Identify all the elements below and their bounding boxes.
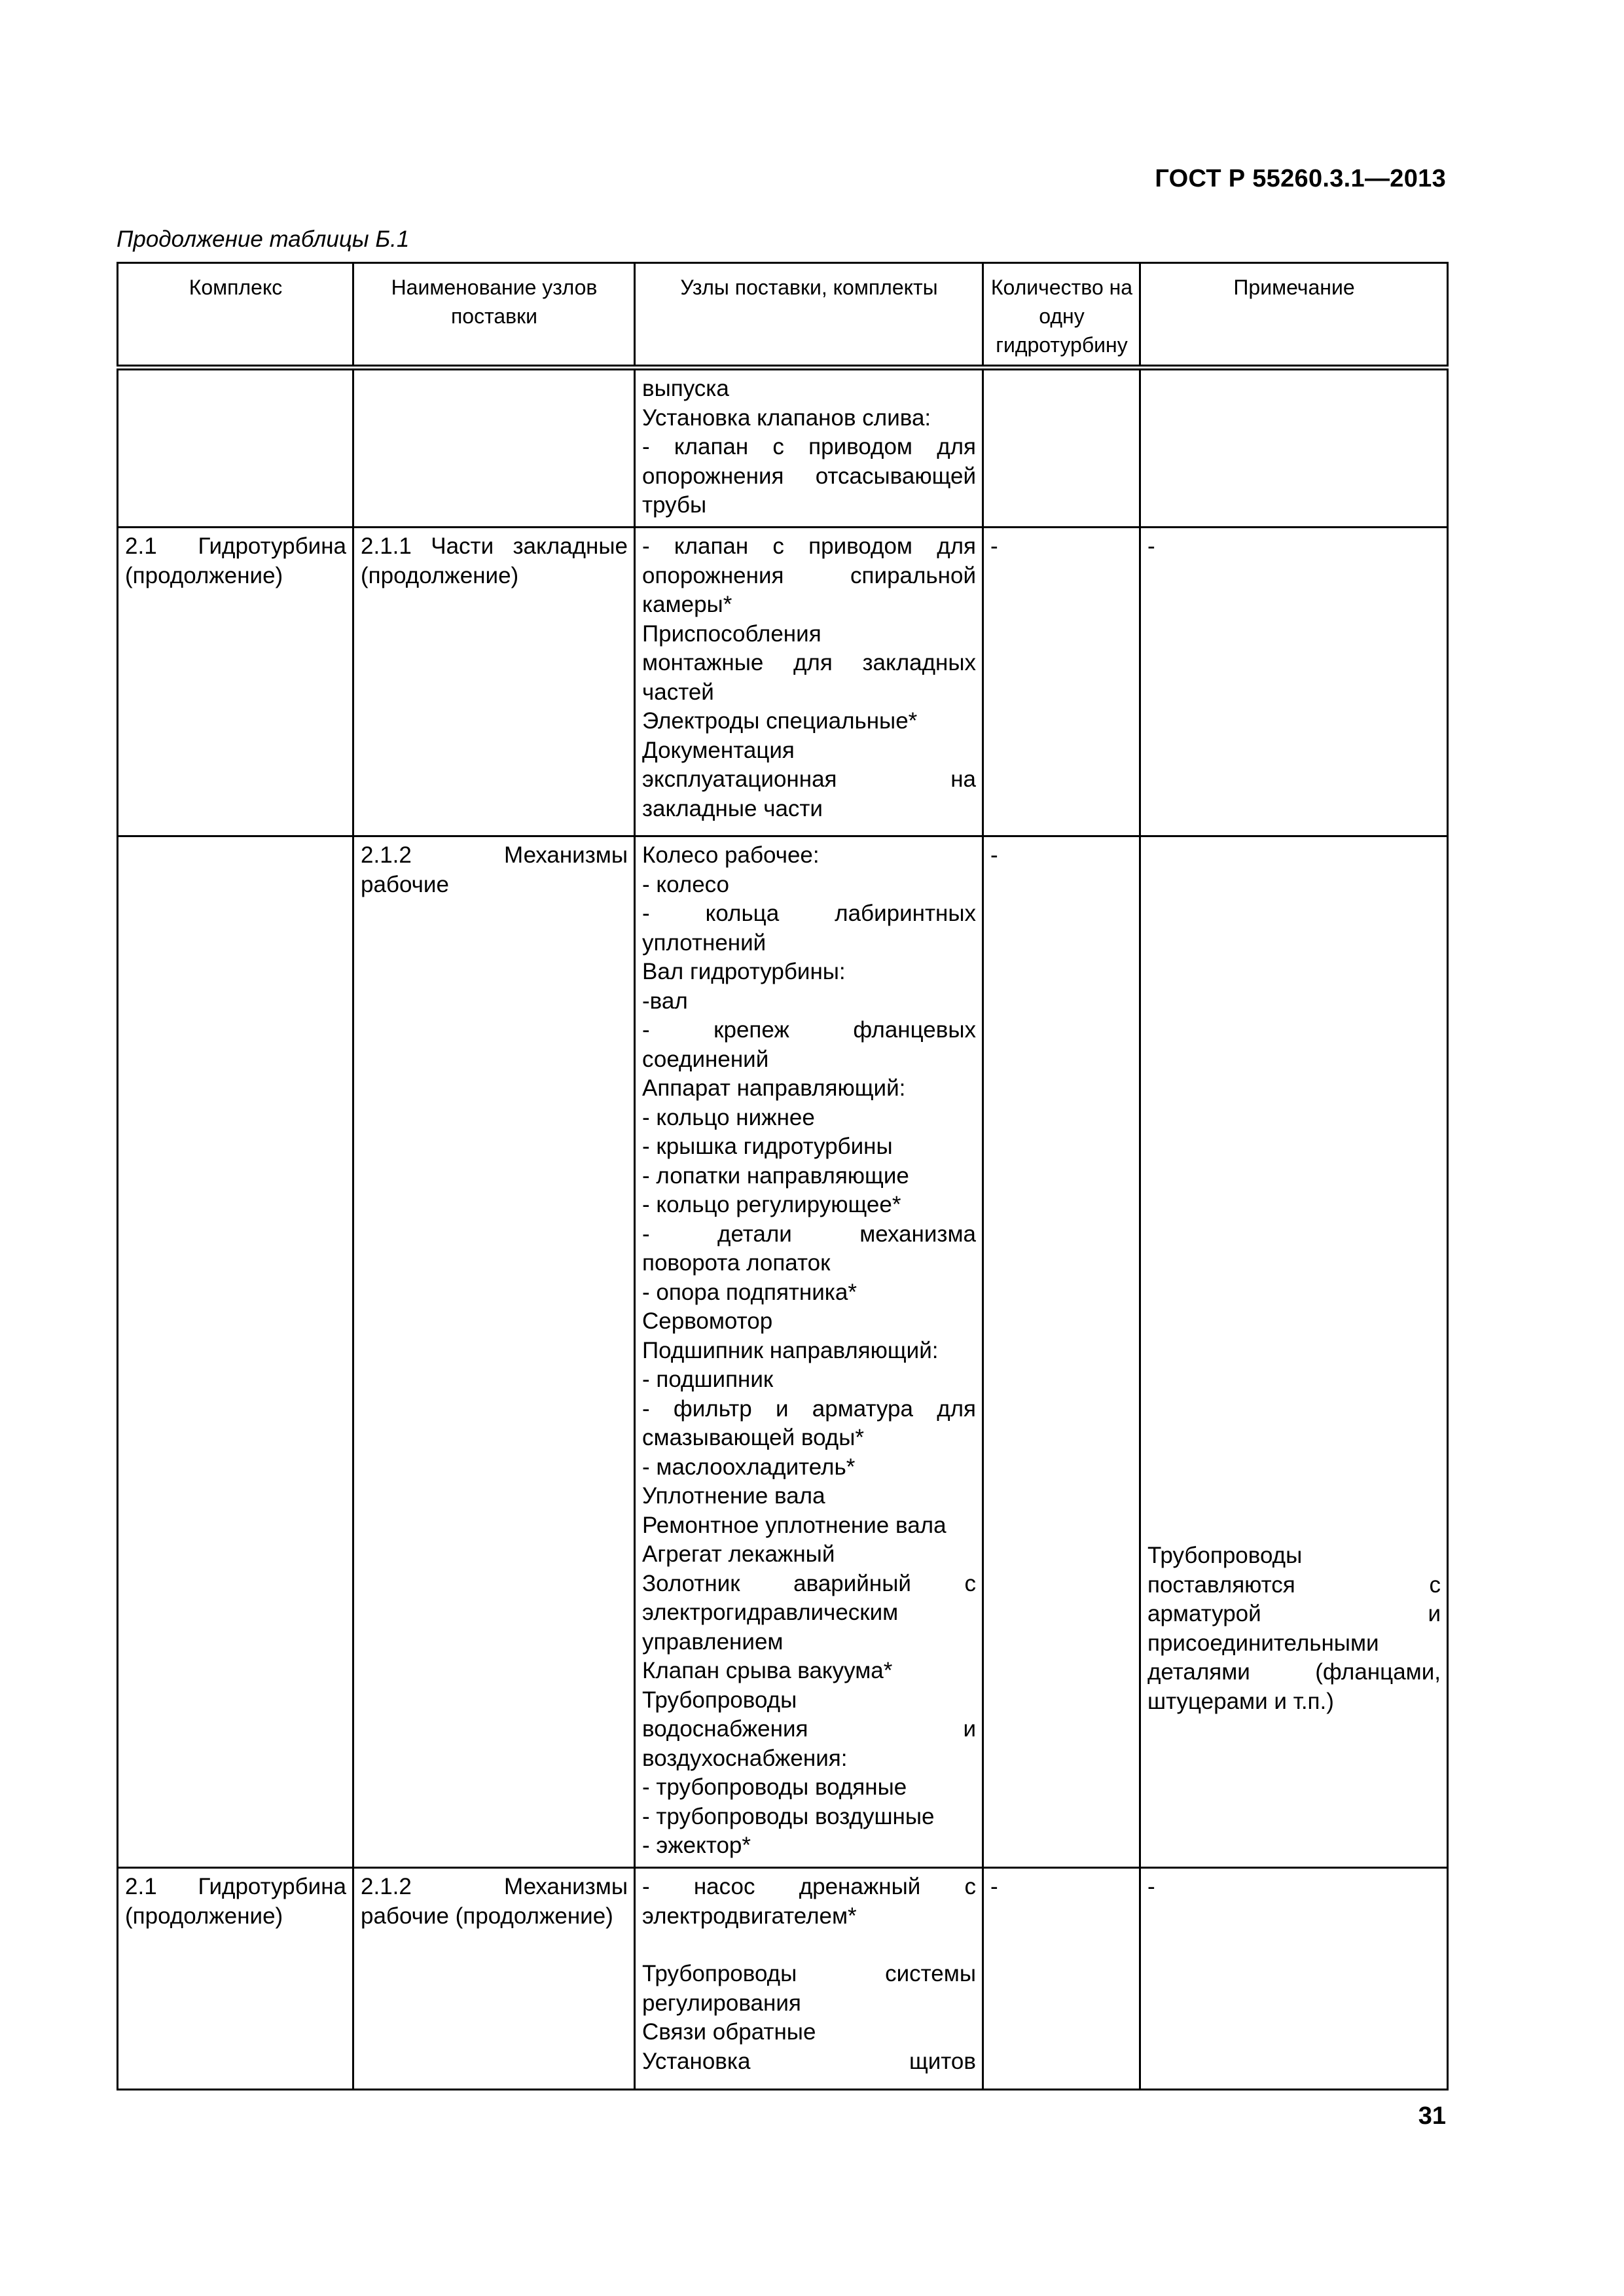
supply-item-line: закладные части (642, 795, 823, 821)
supply-item-line: Трубопроводы (642, 1687, 797, 1713)
note-cell (1140, 368, 1448, 528)
supply-item-line: выпуска (642, 376, 729, 401)
note-line: присоединительными (1147, 1630, 1379, 1656)
supply-item-line: - детали механизма (642, 1221, 976, 1247)
supply-item-line: соединений (642, 1046, 769, 1072)
supply-item-line: -вал (642, 988, 688, 1014)
supply-item-line: - подшипник (642, 1367, 774, 1392)
note-cell: - (1140, 528, 1448, 836)
supply-item-line: Трубопроводы системы (642, 1961, 976, 1986)
supply-item-line (642, 1931, 976, 1960)
supply-item-line: регулирования (642, 1990, 801, 2016)
supply-item-line: электрогидравлическим (642, 1600, 899, 1625)
header-complex: Комплекс (118, 263, 353, 368)
supply-item-line: - насос дренажный с (642, 1874, 976, 1899)
unit-name-cell: 2.1.2 Механизмы рабочие (продолжение) (353, 1868, 635, 2090)
supply-item-line: водоснабжения и (642, 1716, 976, 1742)
supply-item-line: монтажные для закладных (642, 650, 976, 675)
supply-item-line: - трубопроводы воздушные (642, 1803, 935, 1829)
supply-item-line: смазывающей воды* (642, 1425, 864, 1450)
supply-item-line: эксплуатационная на (642, 766, 976, 792)
supply-item-line: управлением (642, 1628, 784, 1655)
supply-item-line: - крепеж фланцевых (642, 1017, 976, 1043)
supply-item-line: Ремонтное уплотнение вала (642, 1512, 947, 1538)
supply-item-line: уплотнений (642, 929, 767, 956)
note-cell: - (1140, 1868, 1448, 2090)
supply-item-line: - фильтр и арматура для (642, 1395, 976, 1422)
supply-item-line: поворота лопаток (642, 1250, 831, 1276)
note-line: штуцерами и т.п.) (1147, 1688, 1334, 1714)
supply-items-cell (635, 368, 983, 528)
document-code: ГОСТ Р 55260.3.1—2013 (1155, 165, 1446, 192)
supply-item-line: Клапан срыва вакуума* (642, 1658, 893, 1683)
table-header-row (118, 263, 1448, 368)
supply-item-line: частей (642, 679, 714, 705)
supply-item-line: Вал гидротурбины: (642, 959, 846, 984)
note-line: арматурой и (1147, 1601, 1441, 1626)
supply-item-line: Приспособления (642, 620, 821, 647)
supply-item-line: Золотник аварийный с (642, 1570, 976, 1596)
quantity-cell: - (983, 836, 1140, 1868)
supply-item-line: - лопатки направляющие (642, 1162, 909, 1189)
supply-item-line: трубы (642, 492, 707, 518)
complex-cell: 2.1 Гидротурбина (продолжение) (118, 528, 353, 836)
supply-item-line: Аппарат направляющий: (642, 1075, 906, 1101)
supply-item-line: - кольцо регулирующее* (642, 1192, 901, 1217)
supply-item-line: - клапан с приводом для (642, 434, 976, 459)
supply-items-cell (635, 528, 983, 836)
unit-name-cell: 2.1.2 Механизмы рабочие (353, 836, 635, 1868)
page-number: 31 (1418, 2102, 1446, 2130)
supply-items-cell (635, 836, 983, 1868)
supply-item-line: электродвигателем* (642, 1903, 857, 1929)
supply-item-line: - клапан с приводом для (642, 533, 976, 559)
supply-item-line: Связи обратные (642, 2019, 816, 2045)
supply-item-line: - кольцо нижнее (642, 1104, 815, 1130)
supply-item-line: Электроды специальные* (642, 708, 918, 734)
header-supply-items: Узлы поставки, комплекты (635, 263, 983, 368)
note-line: поставляются с (1147, 1571, 1441, 1598)
supply-item-line: Уплотнение вала (642, 1483, 825, 1509)
supply-item-line: Подшипник направляющий: (642, 1337, 939, 1363)
table-row (118, 368, 1448, 528)
supply-item-line: опорожнения отсасывающей (642, 463, 976, 489)
supply-item-line: камеры* (642, 592, 732, 617)
header-note: Примечание (1140, 263, 1448, 368)
quantity-cell (983, 368, 1140, 528)
header-quantity: Количество на одну гидротурбину (983, 263, 1140, 368)
supply-item-line: - маслоохладитель* (642, 1454, 856, 1480)
unit-name-cell: 2.1.1 Части закладные (продолжение) (353, 528, 635, 836)
supply-item-line: Колесо рабочее: (642, 842, 820, 868)
header-unit-name: Наименование узлов поставки (353, 263, 635, 368)
quantity-cell: - (983, 1868, 1140, 2090)
supply-table (117, 262, 1449, 2090)
complex-cell (118, 368, 353, 528)
supply-item-line: - кольца лабиринтных (642, 901, 976, 926)
supply-item-line: Установка клапанов слива: (642, 404, 931, 431)
supply-items-cell (635, 1868, 983, 2090)
supply-item-line: - крышка гидротурбины (642, 1134, 893, 1159)
note-spacer (1147, 841, 1441, 1541)
supply-item-line: Документация (642, 737, 795, 763)
supply-item-line: - эжектор* (642, 1833, 751, 1858)
note-line: Трубопроводы (1147, 1543, 1303, 1568)
unit-name-cell (353, 368, 635, 528)
table-row (118, 1868, 1448, 2090)
note-line: деталями (фланцами, (1147, 1659, 1441, 1685)
table-body (118, 368, 1448, 2090)
supply-item-line: Агрегат лекажный (642, 1541, 835, 1567)
supply-item-line: Сервомотор (642, 1308, 773, 1334)
supply-item-line: - опора подпятника* (642, 1279, 857, 1305)
supply-item-line: - колесо (642, 871, 730, 897)
supply-item-line: - трубопроводы водяные (642, 1774, 907, 1800)
table-row (118, 528, 1448, 836)
table-caption: Продолжение таблицы Б.1 (117, 226, 410, 252)
supply-item-line: Установка щитов (642, 2048, 976, 2074)
complex-cell (118, 836, 353, 1868)
supply-item-line: воздухоснабжения: (642, 1745, 848, 1771)
complex-cell: 2.1 Гидротурбина (продолжение) (118, 1868, 353, 2090)
note-cell (1140, 836, 1448, 1868)
supply-item-line: опорожнения спиральной (642, 562, 976, 588)
table-row (118, 836, 1448, 1868)
quantity-cell: - (983, 528, 1140, 836)
